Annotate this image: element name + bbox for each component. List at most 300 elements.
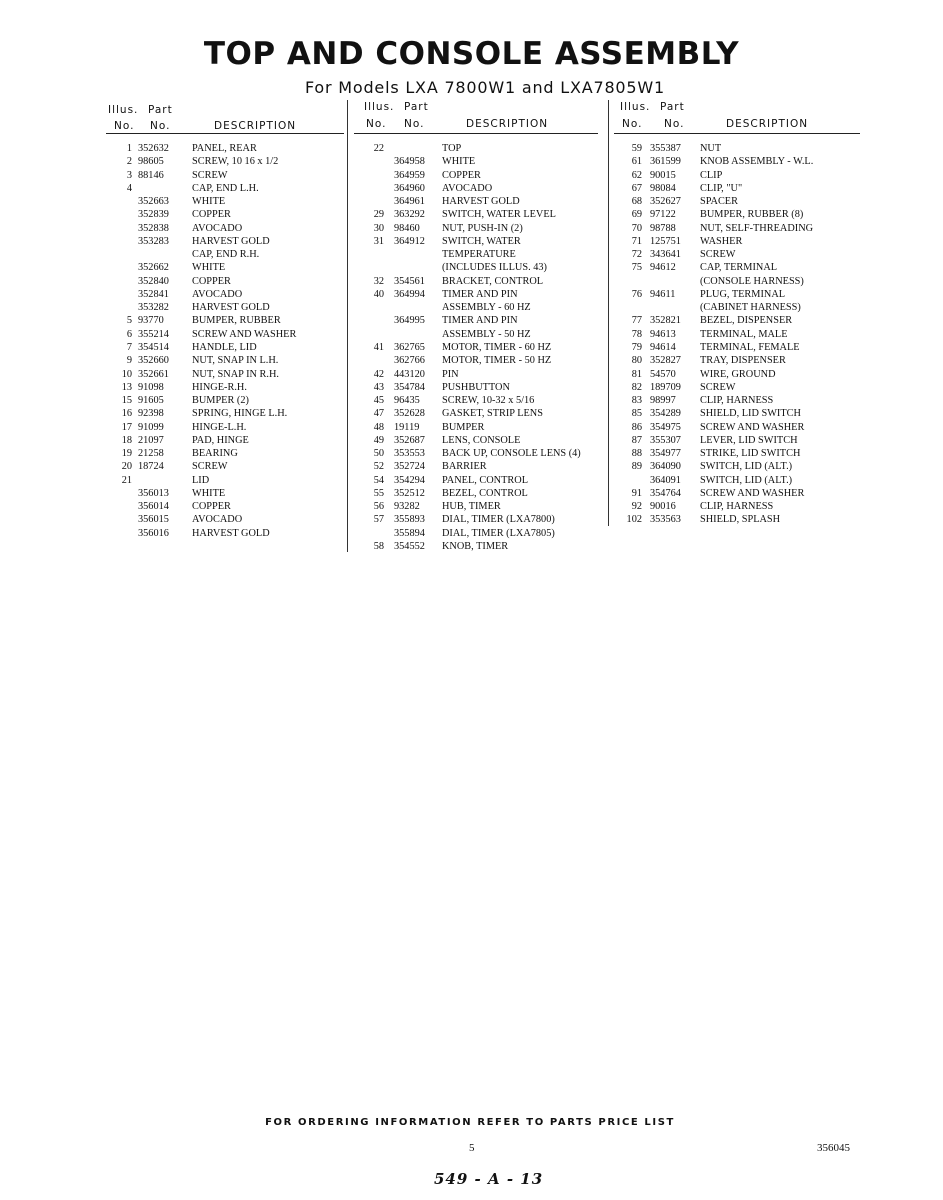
list-item [620,169,862,182]
column-divider [608,100,609,526]
part-description: TIMER AND PIN [442,315,518,327]
part-number: 352839 [138,209,169,221]
illus-number: 80 [631,355,642,367]
part-description: LEVER, LID SWITCH [700,434,798,446]
list-item [106,169,346,182]
parts-list [620,142,862,527]
list-item [362,407,604,420]
illus-number: 45 [373,395,384,407]
part-description: AVOCADO [192,222,243,234]
illus-number: 21 [121,474,132,486]
list-item [106,301,346,314]
part-description: CAP, TERMINAL [700,262,778,274]
part-number: 352687 [394,434,425,446]
column-header [620,100,862,134]
part-description: BUMPER, RUBBER (8) [700,209,804,221]
part-description: (INCLUDES ILLUS. 43) [442,262,547,274]
illus-number: 62 [631,169,642,181]
part-description: PUSHBUTTON [442,381,510,393]
illus-number: 72 [631,249,642,261]
list-item [362,195,604,208]
illus-number: 16 [121,408,132,420]
part-number: 98788 [650,222,676,234]
header-illus-no: No. [114,120,135,132]
list-item [620,235,862,248]
part-number: 352827 [650,355,681,367]
list-item [362,169,604,182]
list-item [362,301,604,314]
illus-number: 59 [631,143,642,154]
part-description: CLIP, "U" [700,182,743,194]
part-description: ASSEMBLY - 50 HZ [442,328,531,340]
part-number: 364994 [394,288,425,300]
illus-number: 5 [126,315,132,327]
header-description: DESCRIPTION [466,118,549,130]
part-description: BUMPER (2) [192,395,249,407]
part-description: SWITCH, WATER LEVEL [442,209,556,221]
part-number: 364912 [394,235,425,247]
part-number: 355387 [650,143,681,154]
part-description: NUT, SNAP IN L.H. [192,355,279,367]
part-description: SCREW [192,169,228,181]
list-item [106,314,346,327]
part-number: 352512 [394,487,425,499]
list-item [106,261,346,274]
part-number: 354561 [394,275,425,287]
part-number: 353563 [650,514,681,526]
illus-number: 57 [373,514,384,526]
part-description: DIAL, TIMER (LXA7800) [442,514,555,526]
part-number: 93282 [394,501,420,513]
list-item [106,434,346,447]
illus-number: 17 [121,421,132,433]
column-header [106,100,346,134]
list-item [106,368,346,381]
list-item [620,407,862,420]
illus-number: 10 [121,368,132,380]
illus-number: 85 [631,408,642,420]
illus-number: 79 [631,341,642,353]
part-description: SWITCH, LID (ALT.) [700,461,793,473]
part-number: 355307 [650,434,681,446]
part-description: TIMER AND PIN [442,288,518,300]
illus-number: 71 [631,235,642,247]
list-item [362,261,604,274]
illus-number: 61 [631,156,642,168]
header-illus-label: Illus. [620,101,651,113]
list-item [106,288,346,301]
header-description: DESCRIPTION [726,118,809,130]
header-rule [106,133,344,134]
part-description: ASSEMBLY - 60 HZ [442,302,531,314]
part-number: 361599 [650,156,681,168]
part-description: NUT, PUSH-IN (2) [442,222,523,234]
part-number: 125751 [650,235,681,247]
illus-number: 91 [631,487,642,499]
part-number: 354764 [650,487,681,499]
part-number: 93770 [138,315,164,327]
list-item [106,235,346,248]
part-number: 343641 [650,249,681,261]
part-description: TOP [442,143,462,154]
list-item [362,328,604,341]
part-description: NUT, SNAP IN R.H. [192,368,279,380]
list-item [362,341,604,354]
illus-number: 87 [631,434,642,446]
part-description: MOTOR, TIMER - 50 HZ [442,355,552,367]
part-description: SWITCH, LID (ALT.) [700,474,793,486]
part-description: LENS, CONSOLE [442,434,521,446]
part-number: 19119 [394,421,420,433]
ordering-info-footer: FOR ORDERING INFORMATION REFER TO PARTS PRICE LIST [265,1117,675,1128]
part-number: 18724 [138,461,164,473]
part-description: HANDLE, LID [192,341,257,353]
part-description: (CABINET HARNESS) [700,302,801,314]
list-item [106,460,346,473]
header-part-no: No. [150,120,171,132]
part-number: 364958 [394,156,425,168]
illus-number: 30 [373,222,384,234]
part-description: COPPER [192,209,231,221]
list-item [620,155,862,168]
part-description: SPACER [700,196,738,208]
illus-number: 31 [373,235,384,247]
illus-number: 83 [631,395,642,407]
part-number: 364995 [394,315,425,327]
part-number: 352662 [138,262,169,274]
part-description: SCREW [700,381,736,393]
part-number: 94612 [650,262,676,274]
part-number: 364091 [650,474,681,486]
list-item [362,540,604,553]
part-number: 98084 [650,182,676,194]
illus-number: 48 [373,421,384,433]
list-item [620,368,862,381]
list-item [362,235,604,248]
illus-number: 52 [373,461,384,473]
list-item [362,275,604,288]
part-description: WHITE [192,196,226,208]
illus-number: 15 [121,395,132,407]
part-description: KNOB ASSEMBLY - W.L. [700,156,814,168]
part-number: 98997 [650,395,676,407]
part-number: 362766 [394,355,425,367]
list-item [620,288,862,301]
part-number: 352661 [138,368,169,380]
column-header [362,100,604,134]
page-subtitle: For Models LXA 7800W1 and LXA7805W1 [305,78,665,97]
illus-number: 50 [373,448,384,460]
part-description: CAP, END L.H. [192,182,259,194]
illus-number: 13 [121,381,132,393]
illus-number: 1 [126,143,132,154]
parts-column-1 [106,100,346,540]
part-number: 88146 [138,169,164,181]
part-number: 355214 [138,328,169,340]
list-item [106,381,346,394]
header-part-no: No. [664,118,685,130]
list-item [362,447,604,460]
list-item [362,500,604,513]
part-number: 352627 [650,196,681,208]
part-description: SCREW, 10-32 x 5/16 [442,395,535,407]
header-rule [614,133,860,134]
part-number: 92398 [138,408,164,420]
list-item [620,394,862,407]
part-number: 355894 [394,527,425,539]
illus-number: 56 [373,501,384,513]
part-number: 354514 [138,341,169,353]
list-item [106,500,346,513]
illus-number: 40 [373,288,384,300]
header-part-label: Part [148,104,173,116]
list-item [620,500,862,513]
list-item [106,447,346,460]
list-item [620,460,862,473]
list-item [620,142,862,155]
part-description: HARVEST GOLD [192,302,270,314]
parts-list [106,142,346,540]
part-description: AVOCADO [192,288,243,300]
header-part-label: Part [660,101,685,113]
part-number: 354784 [394,381,425,393]
list-item [620,261,862,274]
part-description: WHITE [192,262,226,274]
illus-number: 102 [626,514,642,526]
list-item [362,394,604,407]
part-description: SCREW [700,249,736,261]
part-number: 94611 [650,288,676,300]
page-number: 5 [469,1142,475,1154]
list-item [362,288,604,301]
handwritten-note: 549 - A - 13 [434,1170,544,1188]
list-item [362,182,604,195]
part-number: 189709 [650,381,681,393]
list-item [620,447,862,460]
part-description: TRAY, DISPENSER [700,355,786,367]
part-description: SHIELD, SPLASH [700,514,781,526]
part-number: 355893 [394,514,425,526]
illus-number: 78 [631,328,642,340]
list-item [106,208,346,221]
part-description: BUMPER [442,421,485,433]
part-number: 356014 [138,501,169,513]
parts-column-2 [362,100,604,553]
list-item [620,434,862,447]
illus-number: 69 [631,209,642,221]
illus-number: 68 [631,196,642,208]
list-item [106,513,346,526]
illus-number: 86 [631,421,642,433]
list-item [106,474,346,487]
part-number: 97122 [650,209,676,221]
illus-number: 89 [631,461,642,473]
part-number: 364960 [394,182,425,194]
list-item [620,354,862,367]
illus-number: 92 [631,501,642,513]
part-number: 352628 [394,408,425,420]
part-description: CAP, END R.H. [192,249,260,261]
illus-number: 76 [631,288,642,300]
part-description: SCREW AND WASHER [700,421,805,433]
illus-number: 4 [126,182,132,194]
list-item [106,487,346,500]
header-illus-label: Illus. [364,101,395,113]
list-item [106,354,346,367]
illus-number: 54 [373,474,384,486]
part-description: SCREW [192,461,228,473]
part-number: 352838 [138,222,169,234]
list-item [362,474,604,487]
list-item [106,341,346,354]
list-item [362,487,604,500]
part-number: 352632 [138,143,169,154]
list-item [362,208,604,221]
part-number: 352840 [138,275,169,287]
part-number: 353553 [394,448,425,460]
part-number: 98460 [394,222,420,234]
part-description: SWITCH, WATER [442,235,521,247]
part-description: WIRE, GROUND [700,368,776,380]
list-item [362,314,604,327]
part-description: STRIKE, LID SWITCH [700,448,801,460]
list-item [620,421,862,434]
header-illus-no: No. [622,118,643,130]
part-number: 94613 [650,328,676,340]
part-description: TERMINAL, MALE [700,328,788,340]
illus-number: 67 [631,182,642,194]
illus-number: 81 [631,368,642,380]
part-number: 354552 [394,540,425,552]
list-item [362,155,604,168]
part-number: 352660 [138,355,169,367]
document-number: 356045 [817,1142,850,1154]
list-item [362,222,604,235]
list-item [106,195,346,208]
part-number: 90016 [650,501,676,513]
part-description: BRACKET, CONTROL [442,275,544,287]
part-description: TEMPERATURE [442,249,516,261]
list-item [620,208,862,221]
illus-number: 3 [126,169,132,181]
illus-number: 49 [373,434,384,446]
illus-number: 29 [373,209,384,221]
part-number: 354289 [650,408,681,420]
list-item [362,513,604,526]
header-part-no: No. [404,118,425,130]
illus-number: 20 [121,461,132,473]
list-item [106,182,346,195]
part-description: BACK UP, CONSOLE LENS (4) [442,448,581,460]
part-number: 443120 [394,368,425,380]
illus-number: 43 [373,381,384,393]
illus-number: 77 [631,315,642,327]
list-item [620,513,862,526]
illus-number: 22 [373,143,384,154]
list-item [362,354,604,367]
list-item [620,474,862,487]
part-number: 354975 [650,421,681,433]
part-description: WHITE [192,487,226,499]
part-description: WHITE [442,156,476,168]
list-item [106,155,346,168]
part-number: 21097 [138,434,164,446]
list-item [620,195,862,208]
illus-number: 7 [126,341,132,353]
list-item [106,421,346,434]
part-description: WASHER [700,235,743,247]
part-number: 91099 [138,421,164,433]
list-item [106,407,346,420]
illus-number: 18 [121,434,132,446]
column-divider [347,100,348,552]
header-description: DESCRIPTION [214,120,297,132]
list-item [362,381,604,394]
list-item [106,222,346,235]
page-title: TOP AND CONSOLE ASSEMBLY [203,36,740,72]
part-number: 356016 [138,527,169,539]
list-item [620,301,862,314]
part-number: 352663 [138,196,169,208]
part-description: (CONSOLE HARNESS) [700,275,804,287]
list-item [620,222,862,235]
part-number: 94614 [650,341,676,353]
list-item [620,341,862,354]
part-description: PAD, HINGE [192,434,249,446]
list-item [106,142,346,155]
part-description: PIN [442,368,459,380]
part-number: 352841 [138,288,169,300]
list-item [362,142,604,155]
header-illus-no: No. [366,118,387,130]
part-number: 90015 [650,169,676,181]
part-number: 54570 [650,368,676,380]
illus-number: 47 [373,408,384,420]
part-description: BUMPER, RUBBER [192,315,281,327]
part-description: BARRIER [442,461,487,473]
part-description: SCREW, 10 16 x 1/2 [192,156,279,168]
part-number: 91098 [138,381,164,393]
header-part-label: Part [404,101,429,113]
part-description: AVOCADO [442,182,493,194]
parts-column-3 [620,100,862,527]
list-item [106,248,346,261]
part-description: SCREW AND WASHER [700,487,805,499]
part-number: 356015 [138,514,169,526]
part-number: 21258 [138,448,164,460]
part-description: NUT [700,143,722,154]
part-description: PANEL, REAR [192,143,257,154]
list-item [620,487,862,500]
illus-number: 55 [373,487,384,499]
part-description: CLIP, HARNESS [700,395,774,407]
part-description: COPPER [192,275,231,287]
illus-number: 32 [373,275,384,287]
illus-number: 2 [126,156,132,168]
part-number: 364959 [394,169,425,181]
list-item [620,328,862,341]
part-description: CLIP [700,169,723,181]
part-description: HARVEST GOLD [192,235,270,247]
illus-number: 70 [631,222,642,234]
part-description: GASKET, STRIP LENS [442,408,543,420]
part-description: MOTOR, TIMER - 60 HZ [442,341,552,353]
list-item [362,527,604,540]
part-description: SPRING, HINGE L.H. [192,408,288,420]
header-illus-label: Illus. [108,104,139,116]
part-number: 362765 [394,341,425,353]
part-number: 356013 [138,487,169,499]
